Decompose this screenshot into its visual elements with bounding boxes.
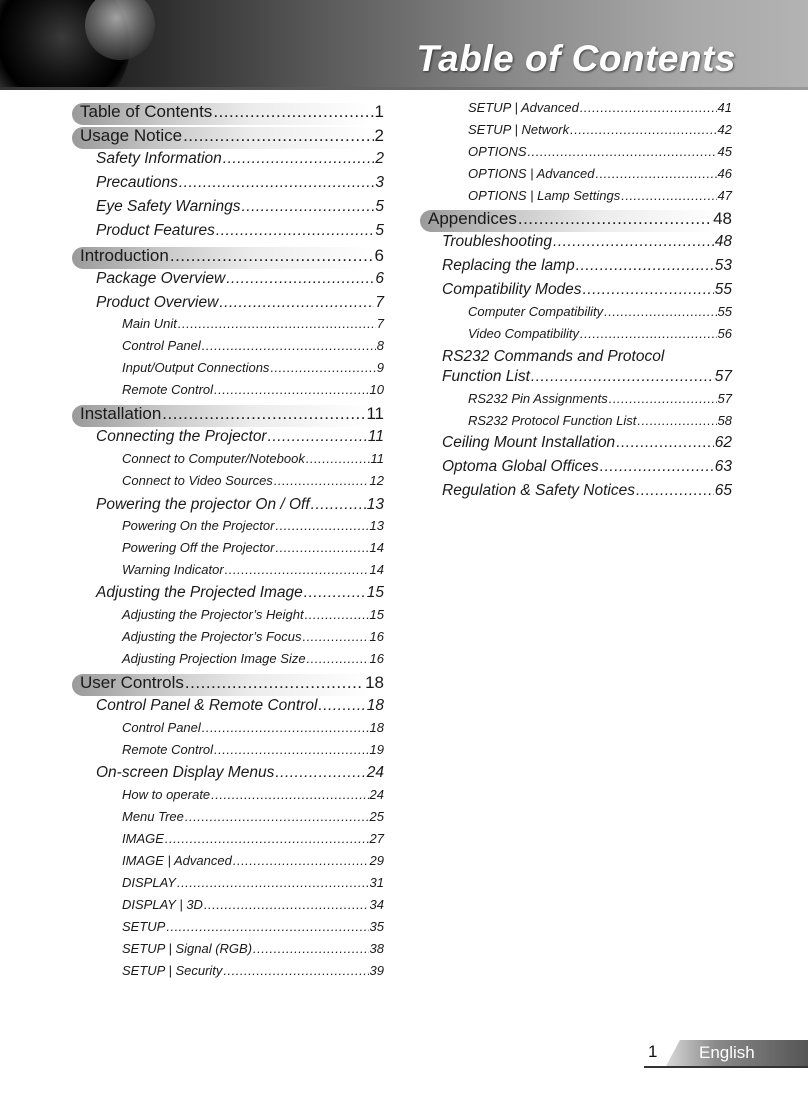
toc-entry-package-overview[interactable] (72, 270, 384, 288)
toc-dot-leader (214, 742, 368, 757)
toc-entry-title: Introduction (80, 246, 169, 265)
toc-dot-leader (274, 473, 369, 488)
toc-entry-title: RS232 Commands and Protocol (442, 348, 665, 365)
page-title: Table of Contents (416, 38, 736, 79)
toc-entry-title: Product Overview (96, 294, 219, 311)
toc-entry-page: 13 (366, 496, 384, 513)
toc-entry-page: 2 (374, 126, 384, 145)
toc-entry-display[interactable] (72, 875, 384, 890)
toc-entry-computer-compatibility[interactable] (420, 304, 732, 319)
toc-dot-leader (275, 764, 365, 782)
toc-entry-title: User Controls (80, 673, 184, 692)
toc-entry-page: 63 (714, 458, 732, 475)
toc-dot-leader (636, 482, 714, 500)
toc-entry-introduction[interactable] (72, 246, 384, 266)
toc-entry-page: 31 (369, 875, 384, 890)
toc-dot-leader (211, 787, 368, 802)
toc-dot-leader (225, 562, 369, 577)
toc-entry-remote-control[interactable] (72, 382, 384, 397)
toc-entry-page: 41 (717, 100, 732, 115)
toc-dot-leader (241, 198, 374, 216)
toc-dot-leader (166, 919, 368, 934)
toc-entry-appendices[interactable] (420, 209, 732, 229)
toc-entry-page: 39 (369, 963, 384, 978)
toc-dot-leader (226, 270, 374, 288)
toc-dot-leader (223, 963, 368, 978)
toc-entry-title: SETUP | Network (468, 122, 570, 137)
toc-dot-leader (219, 294, 374, 312)
toc-entry-replacing-the-lamp[interactable] (420, 257, 732, 275)
toc-entry-adjusting-the-projector-s-height[interactable] (72, 607, 384, 622)
toc-entry-page: 57 (714, 368, 732, 385)
toc-entry-safety-information[interactable] (72, 150, 384, 168)
toc-entry-page: 56 (717, 326, 732, 341)
toc-entry-title: Video Compatibility (468, 326, 580, 341)
toc-entry-page: 10 (369, 382, 384, 397)
toc-entry-remote-control[interactable] (72, 742, 384, 757)
toc-entry-title: Input/Output Connections (122, 360, 270, 375)
toc-entry-page: 11 (367, 428, 384, 445)
toc-dot-leader (268, 428, 367, 446)
language-label: English (699, 1043, 755, 1062)
toc-dot-leader (185, 673, 364, 693)
toc-entry-page: 16 (369, 629, 384, 644)
toc-entry-page: 57 (717, 391, 732, 406)
toc-entry-title: Remote Control (122, 382, 214, 397)
toc-entry-page: 27 (369, 831, 384, 846)
toc-dot-leader (304, 584, 366, 602)
toc-entry-page: 19 (369, 742, 384, 757)
header-banner (0, 0, 808, 90)
toc-entry-title: Adjusting the Projector’s Focus (122, 629, 302, 644)
toc-dot-leader (621, 188, 716, 203)
toc-entry-precautions[interactable] (72, 174, 384, 192)
toc-entry-page: 18 (366, 697, 384, 714)
toc-entry-page: 24 (369, 787, 384, 802)
toc-dot-leader (233, 853, 369, 868)
toc-dot-leader (580, 326, 716, 341)
toc-dot-leader (162, 404, 365, 424)
toc-dot-leader (165, 831, 369, 846)
toc-entry-title: Remote Control (122, 742, 214, 757)
toc-entry-setup[interactable] (72, 919, 384, 934)
toc-entry-page: 55 (717, 304, 732, 319)
toc-entry-title: Regulation & Safety Notices (442, 482, 635, 499)
toc-entry-installation[interactable] (72, 404, 384, 424)
toc-dot-leader (306, 451, 370, 466)
toc-entry-page: 35 (369, 919, 384, 934)
toc-entry-warning-indicator[interactable] (72, 562, 384, 577)
toc-entry-page: 24 (366, 764, 384, 781)
toc-entry-title: Powering Off the Projector (122, 540, 275, 555)
toc-entry-adjusting-the-projector-s-focus[interactable] (72, 629, 384, 644)
toc-entry-title: Connect to Computer/Notebook (122, 451, 305, 466)
toc-entry-connect-to-computer-notebook[interactable] (72, 451, 384, 466)
toc-entry-title: Menu Tree (122, 809, 184, 824)
toc-entry-title: Warning Indicator (122, 562, 224, 577)
toc-dot-leader (216, 222, 374, 240)
toc-entry-control-panel-remote-control[interactable] (72, 697, 384, 715)
toc-entry-title: How to operate (122, 787, 211, 802)
toc-entry-page: 14 (369, 562, 384, 577)
toc-entry-options-advanced[interactable] (420, 166, 732, 181)
toc-entry-page: 45 (717, 144, 732, 159)
toc-entry-title: Function List (442, 368, 530, 385)
toc-dot-leader (616, 434, 714, 452)
toc-entry-page: 11 (370, 451, 384, 466)
toc-dot-leader (604, 304, 716, 319)
toc-dot-leader (179, 174, 375, 192)
toc-entry-title: Troubleshooting (442, 233, 553, 250)
toc-entry-title: Optoma Global Offices (442, 458, 599, 475)
toc-entry-title: Control Panel (122, 720, 201, 735)
toc-dot-leader (185, 809, 369, 824)
toc-entry-powering-off-the-projector[interactable] (72, 540, 384, 555)
toc-dot-leader (204, 897, 369, 912)
toc-dot-leader (531, 368, 714, 386)
toc-entry-regulation-safety-notices[interactable] (420, 482, 732, 500)
toc-entry-page: 58 (717, 413, 732, 428)
toc-entry-image-advanced[interactable] (72, 853, 384, 868)
toc-entry-troubleshooting[interactable] (420, 233, 732, 251)
toc-entry-title: Safety Information (96, 150, 222, 167)
toc-dot-leader (213, 102, 373, 122)
toc-entry-page: 1 (374, 102, 384, 121)
toc-entry-page: 53 (714, 257, 732, 274)
toc-entry-powering-on-the-projector[interactable] (72, 518, 384, 533)
toc-entry-how-to-operate[interactable] (72, 787, 384, 802)
toc-entry-on-screen-display-menus[interactable] (72, 764, 384, 782)
toc-entry-page: 14 (369, 540, 384, 555)
toc-entry-page: 29 (369, 853, 384, 868)
toc-entry-title: OPTIONS | Advanced (468, 166, 595, 181)
toc-entry-title: Computer Compatibility (468, 304, 604, 319)
toc-entry-control-panel[interactable] (72, 720, 384, 735)
toc-entry-page: 47 (717, 188, 732, 203)
toc-entry-options[interactable] (420, 144, 732, 159)
toc-entry-page: 48 (714, 233, 732, 250)
toc-entry-control-panel[interactable] (72, 338, 384, 353)
toc-entry-input-output-connections[interactable] (72, 360, 384, 375)
toc-entry-page: 16 (369, 651, 384, 666)
toc-entry-setup-network[interactable] (420, 122, 732, 137)
toc-entry-title: Adjusting the Projected Image (96, 584, 303, 601)
toc-entry-title: Connect to Video Sources (122, 473, 273, 488)
toc-dot-leader (570, 122, 716, 137)
toc-entry-eye-safety-warnings[interactable] (72, 198, 384, 216)
toc-entry-page: 65 (714, 482, 732, 499)
toc-entry-powering-the-projector-on-off[interactable] (72, 496, 384, 514)
toc-dot-leader (177, 875, 369, 890)
toc-entry-title: SETUP (122, 919, 166, 934)
toc-entry-page: 2 (375, 150, 384, 167)
toc-entry-title: Adjusting Projection Image Size (122, 651, 306, 666)
toc-entry-title: Powering On the Projector (122, 518, 275, 533)
toc-entry-page: 18 (369, 720, 384, 735)
toc-entry-page: 48 (713, 209, 732, 228)
toc-entry-rs232-protocol-function-list[interactable] (420, 413, 732, 428)
toc-entry-title: RS232 Protocol Function List (468, 413, 637, 428)
toc-entry-title: Replacing the lamp (442, 257, 575, 274)
toc-entry-title: SETUP | Security (122, 963, 223, 978)
toc-dot-leader (637, 413, 716, 428)
toc-entry-title: Main Unit (122, 316, 177, 331)
toc-entry-page: 3 (375, 174, 384, 191)
toc-entry-table-of-contents[interactable] (72, 102, 384, 122)
toc-entry-page: 5 (375, 222, 384, 239)
toc-entry-title: Installation (80, 404, 162, 423)
toc-entry-title: Control Panel (122, 338, 201, 353)
toc-dot-leader (305, 607, 369, 622)
toc-entry-compatibility-modes[interactable] (420, 281, 732, 299)
toc-entry-title: SETUP | Signal (RGB) (122, 941, 253, 956)
toc-entry-page: 62 (714, 434, 732, 451)
toc-dot-leader (170, 246, 374, 266)
toc-entry-adjusting-the-projected-image[interactable] (72, 584, 384, 602)
toc-dot-leader (318, 697, 365, 715)
toc-entry-page: 5 (375, 198, 384, 215)
toc-entry-page: 25 (369, 809, 384, 824)
toc-dot-leader (178, 316, 376, 331)
toc-dot-leader (576, 257, 714, 275)
toc-entry-page: 38 (369, 941, 384, 956)
toc-entry-page: 42 (717, 122, 732, 137)
toc-entry-usage-notice[interactable] (72, 126, 384, 146)
toc-dot-leader (202, 720, 369, 735)
toc-entry-title: Powering the projector On / Off (96, 496, 310, 513)
toc-entry-title: OPTIONS | Lamp Settings (468, 188, 621, 203)
toc-entry-page: 11 (366, 404, 384, 423)
toc-entry-display-3d[interactable] (72, 897, 384, 912)
toc-entry-title: DISPLAY | 3D (122, 897, 203, 912)
toc-entry-product-overview[interactable] (72, 294, 384, 312)
toc-entry-optoma-global-offices[interactable] (420, 458, 732, 476)
toc-entry-title: IMAGE (122, 831, 164, 846)
toc-entry-setup-signal-rgb[interactable] (72, 941, 384, 956)
toc-entry-title: Product Features (96, 222, 215, 239)
toc-entry-setup-advanced[interactable] (420, 100, 732, 115)
toc-dot-leader (302, 629, 368, 644)
toc-entry-page: 7 (375, 294, 384, 311)
toc-entry-page: 55 (714, 281, 732, 298)
toc-dot-leader (553, 233, 714, 251)
toc-entry-title: Usage Notice (80, 126, 183, 145)
toc-dot-leader (311, 496, 366, 514)
toc-entry-page: 13 (369, 518, 384, 533)
toc-dot-leader (275, 540, 368, 555)
toc-entry-function-list[interactable] (420, 368, 732, 386)
toc-dot-leader (223, 150, 375, 168)
toc-entry-options-lamp-settings[interactable] (420, 188, 732, 203)
toc-entry-page: 18 (365, 673, 384, 692)
toc-dot-leader (580, 100, 717, 115)
toc-entry-image[interactable] (72, 831, 384, 846)
toc-entry-page: 6 (375, 270, 384, 287)
toc-entry-page: 46 (717, 166, 732, 181)
toc-dot-leader (600, 458, 714, 476)
toc-entry-title: OPTIONS (468, 144, 527, 159)
toc-entry-ceiling-mount-installation[interactable] (420, 434, 732, 452)
toc-dot-leader (307, 651, 369, 666)
toc-entry-title: SETUP | Advanced (468, 100, 579, 115)
toc-entry-setup-security[interactable] (72, 963, 384, 978)
toc-entry-title: Ceiling Mount Installation (442, 434, 616, 451)
toc-dot-leader (270, 360, 375, 375)
toc-dot-leader (583, 281, 714, 299)
footer-rule (644, 1066, 808, 1068)
toc-entry-page: 9 (376, 360, 384, 375)
toc-entry-page: 15 (369, 607, 384, 622)
toc-entry-page: 12 (369, 473, 384, 488)
toc-entry-product-features[interactable] (72, 222, 384, 240)
toc-entry-user-controls[interactable] (72, 673, 384, 693)
toc-entry-title: Connecting the Projector (96, 428, 267, 445)
toc-entry-menu-tree[interactable] (72, 809, 384, 824)
toc-entry-title: Eye Safety Warnings (96, 198, 241, 215)
toc-entry-page: 34 (369, 897, 384, 912)
toc-entry-page: 6 (374, 246, 384, 265)
toc-entry-adjusting-projection-image-size[interactable] (72, 651, 384, 666)
toc-entry-title: On-screen Display Menus (96, 764, 275, 781)
toc-entry-title: DISPLAY (122, 875, 176, 890)
toc-dot-leader (253, 941, 368, 956)
toc-dot-leader (214, 382, 368, 397)
toc-dot-leader (183, 126, 373, 146)
page-number: 1 (648, 1042, 658, 1061)
toc-entry-title: Appendices (428, 209, 517, 228)
toc-entry-rs232-commands-and-protocol[interactable] (420, 348, 732, 366)
toc-dot-leader (275, 518, 368, 533)
toc-dot-leader (202, 338, 376, 353)
toc-entry-page: 8 (376, 338, 384, 353)
toc-entry-title: RS232 Pin Assignments (468, 391, 608, 406)
toc-dot-leader (595, 166, 716, 181)
toc-entry-page: 7 (376, 316, 384, 331)
toc-entry-title: Table of Contents (80, 102, 213, 121)
toc-entry-title: Adjusting the Projector’s Height (122, 607, 304, 622)
toc-dot-leader (609, 391, 717, 406)
toc-entry-title: Control Panel & Remote Control (96, 697, 318, 714)
toc-entry-title: IMAGE | Advanced (122, 853, 232, 868)
toc-entry-title: Package Overview (96, 270, 226, 287)
toc-entry-connecting-the-projector[interactable] (72, 428, 384, 446)
toc-entry-title: Compatibility Modes (442, 281, 582, 298)
toc-entry-title: Precautions (96, 174, 178, 191)
toc-dot-leader (528, 144, 717, 159)
toc-entry-page: 15 (366, 584, 384, 601)
toc-entry-video-compatibility[interactable] (420, 326, 732, 341)
toc-entry-rs232-pin-assignments[interactable] (420, 391, 732, 406)
page-footer (644, 1040, 808, 1068)
toc-dot-leader (518, 209, 712, 229)
toc-entry-main-unit[interactable] (72, 316, 384, 331)
toc-entry-connect-to-video-sources[interactable] (72, 473, 384, 488)
